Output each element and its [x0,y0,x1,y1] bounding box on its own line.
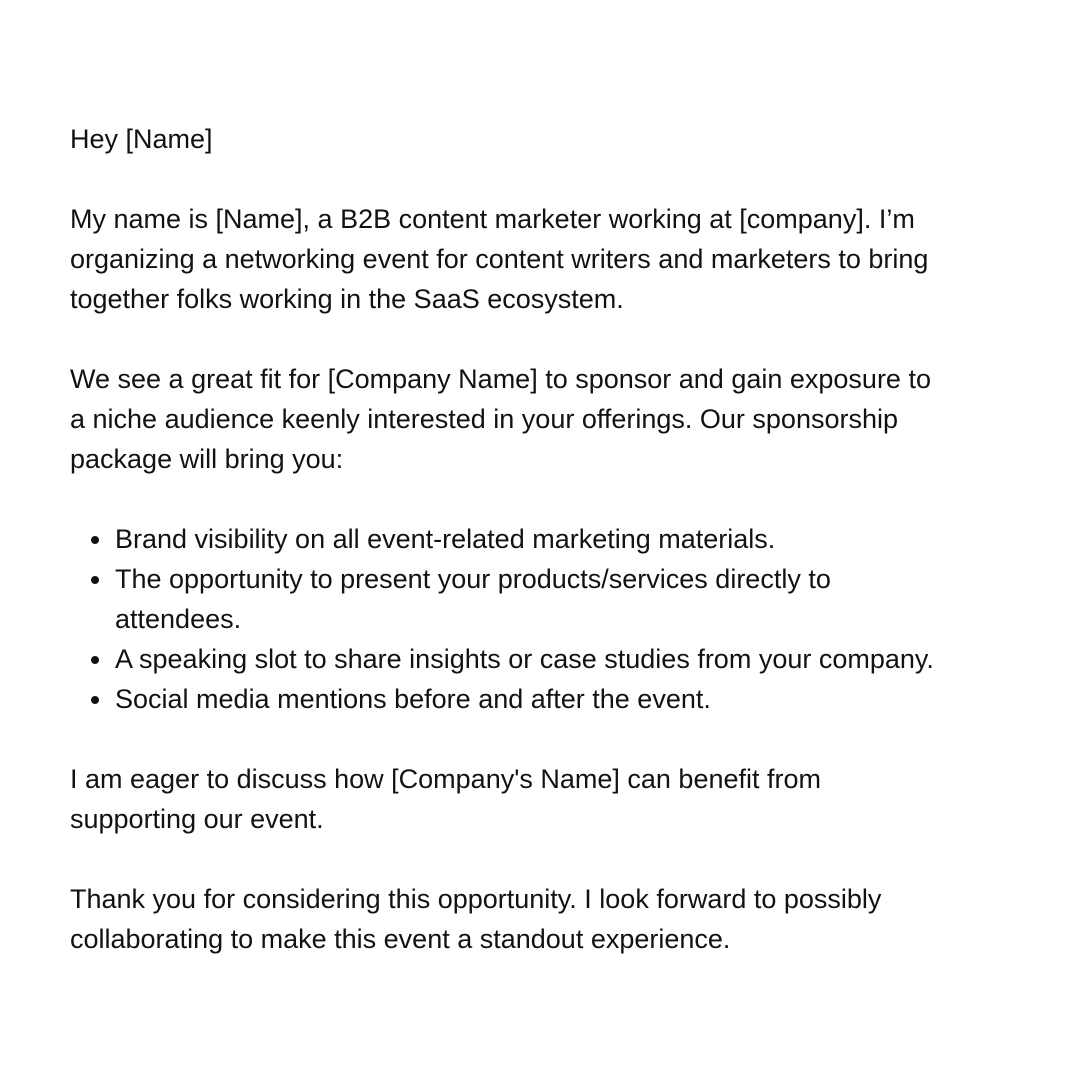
pitch-line: We see a great fit for [Company Name] to sponsor and gain exposure to [70,364,931,394]
intro-line: My name is [Name], a B2B content marketer working at [company]. I’m [70,204,915,234]
bullet-icon [91,696,99,704]
pitch-line: package will bring you: [70,444,344,474]
paragraph-gap [70,839,1030,879]
thanks-line: Thank you for considering this opportunity. I look forward to possibly [70,884,882,914]
benefit-line: A speaking slot to share insights or case studies from your company. [115,644,934,674]
benefit-line: Social media mentions before and after the event. [115,684,711,714]
benefit-item [70,679,1030,719]
bullet-icon [91,576,99,584]
benefit-item [70,519,1030,559]
intro-line: organizing a networking event for content writers and marketers to bring [70,244,929,274]
intro-line: together folks working in the SaaS ecosystem. [70,284,624,314]
bullet-icon [91,656,99,664]
intro-paragraph [70,199,1030,319]
paragraph-gap [70,159,1030,199]
greeting: Hey [Name] [70,124,213,154]
paragraph-gap [70,719,1030,759]
closing-line: supporting our event. [70,804,324,834]
benefit-line: Brand visibility on all event-related marketing materials. [115,524,776,554]
paragraph-gap [70,319,1030,359]
closing-line: I am eager to discuss how [Company's Name] can benefit from [70,764,821,794]
bullet-icon [91,536,99,544]
pitch-paragraph [70,359,1030,479]
benefit-item [70,559,1030,639]
benefit-line: The opportunity to present your products/services directly to [115,564,831,594]
benefits-list [70,519,1030,719]
sponsorship-letter [70,119,1030,959]
thanks-paragraph [70,879,1030,959]
closing-paragraph [70,759,1030,839]
pitch-line: a niche audience keenly interested in your offerings. Our sponsorship [70,404,898,434]
paragraph-gap [70,479,1030,519]
benefit-item [70,639,1030,679]
benefit-line: attendees. [115,604,242,634]
thanks-line: collaborating to make this event a standout experience. [70,924,731,954]
